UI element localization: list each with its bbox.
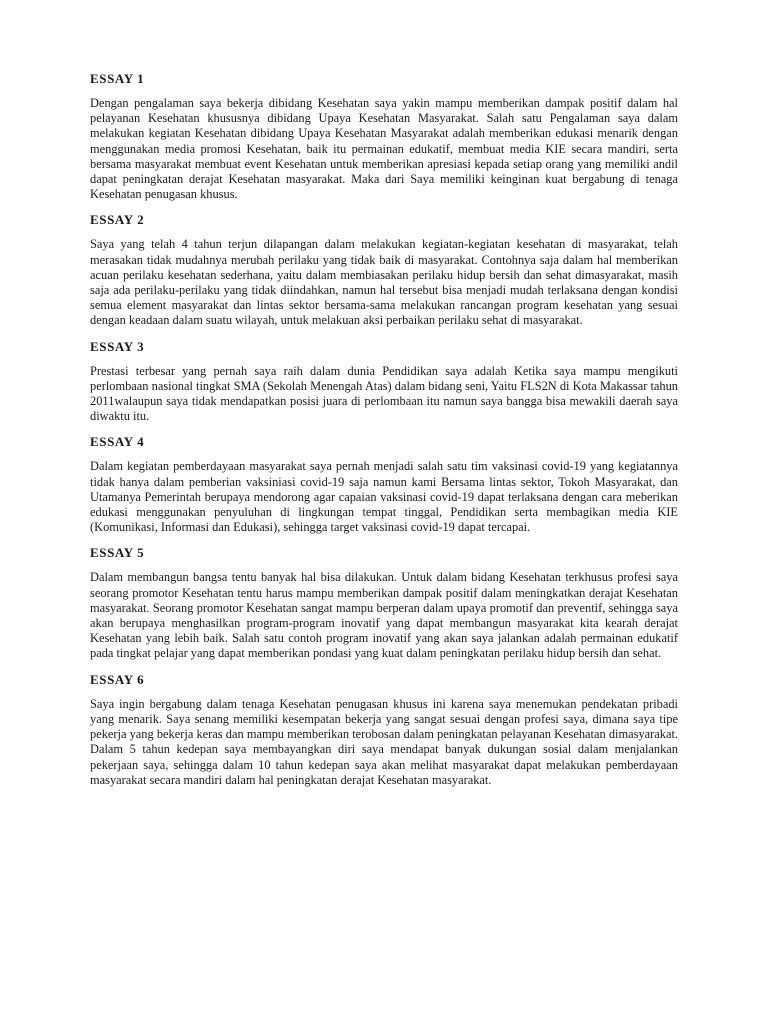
essay-6-section	[90, 671, 678, 788]
document-page	[90, 70, 678, 798]
essay-6-title: ESSAY 6	[90, 671, 145, 687]
essay-1-body: Dengan pengalaman saya bekerja dibidang Kesehatan saya yakin mampu memberikan dampak positif dalam hal pelayanan Kesehatan khususnya dibidang Upaya Kesehatan Masyarakat. Salah satu Pengalaman saya dalam melakukan kegiatan Kesehatan dibidang Upaya Kesehatan Masyarakat adalah memberikan edukasi menarik dengan menggunakan media promosi Kesehatan, baik itu permainan edukatif, membuat media KIE secara mandiri, serta bersama masyarakat membuat event Kesehatan untuk memberikan apresiasi kepada setiap orang yang memiliki andil dapat peningkatan derajat Kesehatan masyarakat. Maka dari Saya memiliki keinginan kuat bergabung di tenaga Kesehatan penugasan khusus.	[90, 96, 678, 202]
essay-5-section	[90, 544, 678, 661]
essay-4-section	[90, 433, 678, 535]
essay-5-title: ESSAY 5	[90, 545, 145, 561]
essay-3-section	[90, 338, 678, 425]
essay-6-body: Saya ingin bergabung dalam tenaga Kesehatan penugasan khusus ini karena saya menemukan pendekatan pribadi yang menarik. Saya senang memiliki kesempatan bekerja yang sangat sesuai dengan profesi saya, dimana saya tipe pekerja yang bekerja keras dan mampu memberikan terobosan dalam peningkatan pelayanan Kesehatan dimasyarakat. Dalam 5 tahun kedepan saya membayangkan diri saya mendapat banyak dukungan sosial dalam menjalankan pekerjaan saya, sehingga dalam 10 tahun kedepan saya akan melihat masyarakat dapat melakukan pemberdayaan masyarakat secara mandiri dalam hal peningkatan derajat Kesehatan masyarakat.	[90, 696, 678, 787]
essay-2-section	[90, 211, 678, 328]
essay-5-body: Dalam membangun bangsa tentu banyak hal bisa dilakukan. Untuk dalam bidang Kesehatan terkhusus profesi saya seorang promotor Kesehatan tentu harus mampu memberikan dampak positif dalam meningkatkan derajat Kesehatan masyarakat. Seorang promotor Kesehatan sangat mampu berperan dalam upaya promotif dan preventif, sehingga saya akan berupaya menghasilkan program-program inovatif yang dapat membangun masyarakat kita kearah derajat Kesehatan yang lebih baik. Salah satu contoh program inovatif yang akan saya jalankan adalah permainan edukatif pada tingkat pelajar yang dapat memberikan pondasi yang kuat dalam peningkatan perilaku hidup bersih dan sehat.	[90, 570, 678, 661]
essay-3-title: ESSAY 3	[90, 338, 145, 354]
essay-1-section	[90, 70, 678, 202]
essay-2-title: ESSAY 2	[90, 212, 145, 228]
essay-4-title: ESSAY 4	[90, 434, 145, 450]
essay-2-body: Saya yang telah 4 tahun terjun dilapangan dalam melakukan kegiatan-kegiatan kesehatan di masyarakat, telah merasakan tidak mudahnya merubah perilaku yang tidak baik di masyarakat. Contohnya saja dalam hal memberikan acuan perilaku kesehatan sederhana, yaitu dalam membiasakan perilaku hidup bersih dan sehat dimasyarakat, masih saja ada perilaku-perilaku yang tidak diindahkan, namun hal tersebut bisa menjadi mudah terlaksana dengan kondisi semua element masyarakat dan lintas sektor bersama-sama melakukan rancangan program kesehatan yang sesuai dengan keadaan dalam suatu wilayah, untuk melakuan aksi perbaikan perilaku sehat di masyarakat.	[90, 237, 678, 328]
essay-1-title: ESSAY 1	[90, 71, 145, 86]
essay-4-body: Dalam kegiatan pemberdayaan masyarakat saya pernah menjadi salah satu tim vaksinasi covid-19 yang kegiatannya tidak hanya dalam pemberian vaksiniasi covid-19 saja namun kami Bersama lintas sektor, Tokoh Masyarakat, dan Utamanya Pemerintah berupaya mendorong agar capaian vaksinasi covid-19 dapat terlaksana dengan cara meberikan edukasi menggunakan penyuluhan di lingkungan tempat tinggal, Pendidikan serta membagikan media KIE (Komunikasi, Informasi dan Edukasi), sehingga target vaksinasi covid-19 dapat tercapai.	[90, 459, 678, 535]
essay-3-body: Prestasi terbesar yang pernah saya raih dalam dunia Pendidikan saya adalah Ketika saya mampu mengikuti perlombaan nasional tingkat SMA (Sekolah Menengah Atas) dalam bidang seni, Yaitu FLS2N di Kota Makassar tahun 2011walaupun saya tidak mendapatkan posisi juara di perlombaan itu namun saya bangga bisa mewakili daerah saya diwaktu itu.	[90, 363, 678, 424]
